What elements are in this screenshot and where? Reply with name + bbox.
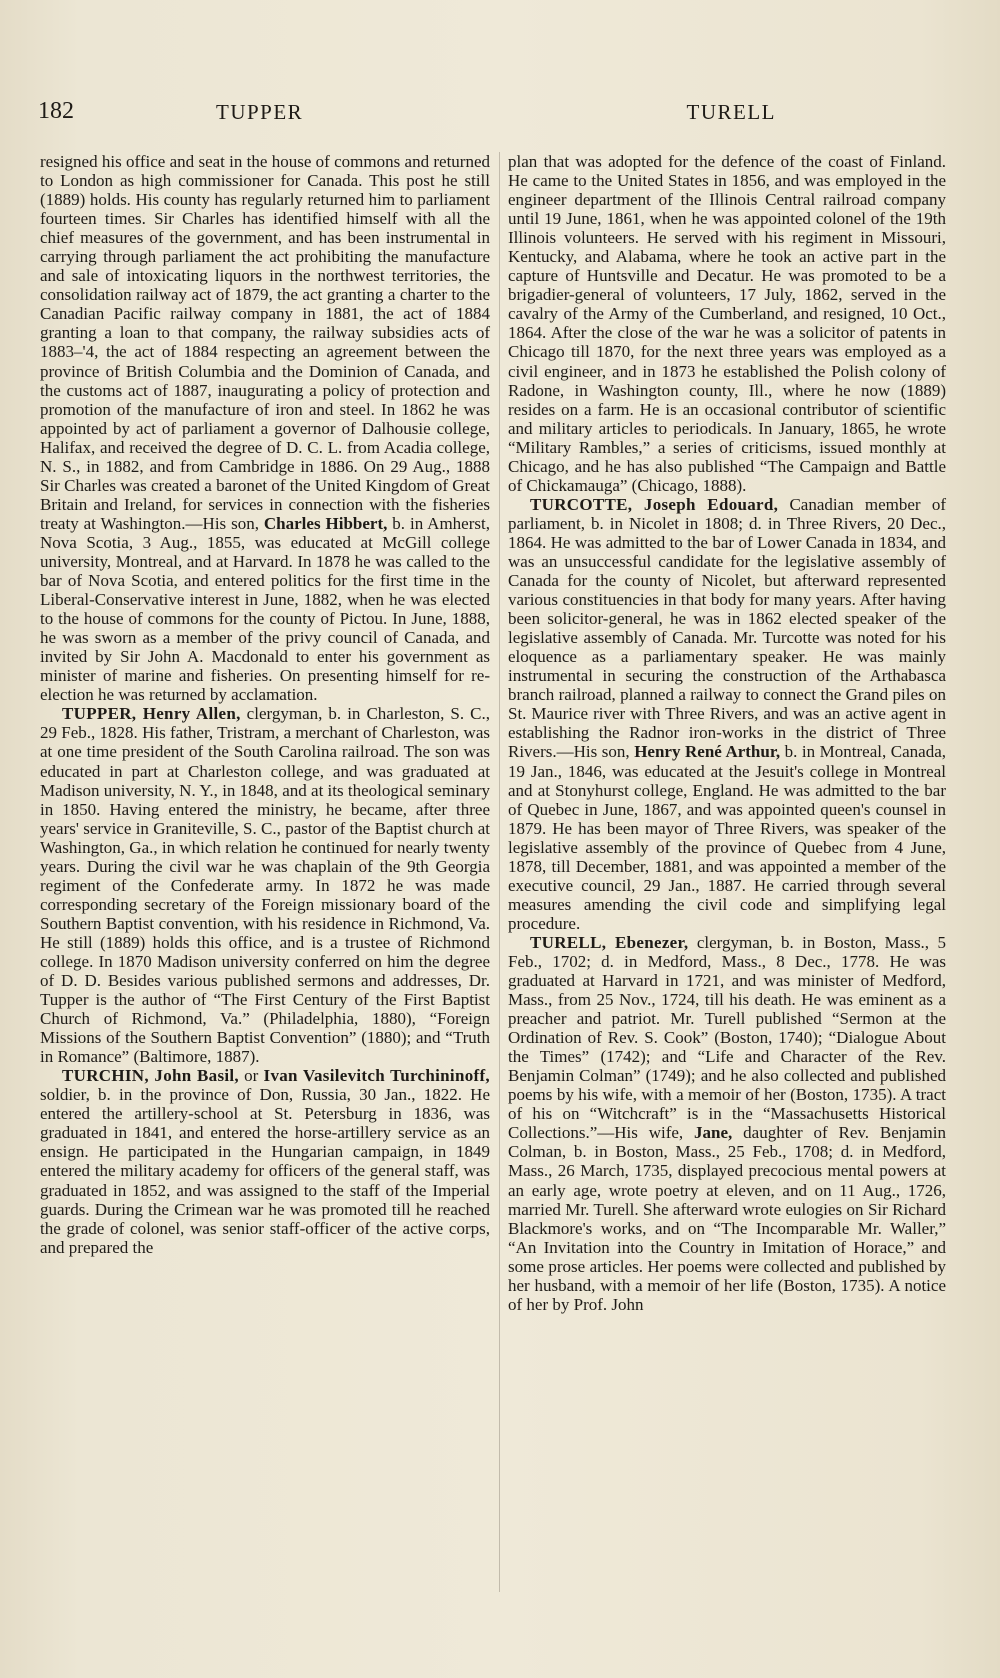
right-column bbox=[508, 152, 946, 1314]
entry-connector: or bbox=[238, 1066, 264, 1086]
entry-text: clergyman, b. in Boston, Mass., 5 Feb., 1702; d. in Medford, Mass., 8 Dec., 1778. He was graduated at Harvard in 1721, and was minister of Medford, Mass., from 25 Nov., 1724, till his death. He was eminent as a preacher and patriot. Mr. Turell published “Sermon at the Ordination of Rev. S. Cook” (Boston, 1740); “Dialogue About the Times” (1742); and “Life and Character of the Rev. Benjamin Colman” (1749); and he also collected and published poems by his wife, with a memoir of her (Boston, 1735). A tract of his on “Witchcraft” is in the “Massachusetts Historical Collections.”—His wife, bbox=[508, 932, 946, 1143]
entry-text: clergyman, b. in Charleston, S. C., 29 Feb., 1828. His father, Tristram, a merchant of Charleston, was at one time president of the South Carolina railroad. The son was educated in part at Charleston college, and was graduated at Madison university, N. Y., in 1848, and at its theological seminary in 1850. Having entered the ministry, he became, after three years' service in Graniteville, S. C., pastor of the Baptist church at Washington, Ga., in which relation he continued for nearly twenty years. During the civil war he was chaplain of the 9th Georgia regiment of the Confederate army. In 1872 he was made corresponding secretary of the Foreign missionary board of the Southern Baptist convention, with his residence in Richmond, Va. He still (1889) holds this office, and is a trustee of Richmond college. In 1870 Madison university conferred on him the degree of D. D. Besides various published sermons and addresses, Dr. Tupper is the author of “The First Century of the First Baptist Church of Richmond, Va.” (Philadelphia, 1880), “Foreign Missions of the Southern Baptist Convention” (1880); and “Truth in Romance” (Baltimore, 1887). bbox=[40, 704, 490, 1067]
entry-headword: TURCOTTE, Joseph Edouard, bbox=[530, 494, 779, 514]
running-head-right: TURELL bbox=[686, 100, 776, 124]
page-number: 182 bbox=[38, 98, 74, 124]
subentry-text: b. in Amherst, Nova Scotia, 3 Aug., 1855, was educated at McGill college university, Montreal, and at Harvard. In 1878 he was called to the bar of Nova Scotia, and entered politics for the first time in the Liberal-Conservative interest in June, 1882, when he was elected to the house of commons for the county of Pictou. In June, 1888, he was sworn as a member of the privy council of Canada, and invited by Sir John A. Macdonald to enter his government as minister of marine and fisheries. On presenting himself for re-election he was returned by acclamation. bbox=[40, 513, 490, 705]
entry-headword-alternate: Ivan Vasilevitch Turchininoff, bbox=[263, 1066, 490, 1086]
page-header bbox=[38, 98, 776, 134]
entry-headword: TURELL, Ebenezer, bbox=[530, 932, 689, 952]
entry-turell-ebenezer bbox=[508, 933, 946, 1314]
subentry-name: Henry René Arthur, bbox=[634, 742, 781, 762]
continuation-text: plan that was adopted for the defence of the coast of Finland. He came to the United States in 1856, and was employed in the engineer department of the Illinois Central railroad company until 19 June, 1861, when he was appointed colonel of the 19th Illinois volunteers. He served with his regiment in Missouri, Kentucky, and Alabama, where he took an active part in the capture of Huntsville and Decatur. He was promoted to be a brigadier-general of volunteers, 17 July, 1862, served in the cavalry of the Army of the Cumberland, and resigned, 10 Oct., 1864. After the close of the war he was a solicitor of patents in Chicago till 1870, for the next three years was employed as a civil engineer, and in 1873 he established the Polish colony of Radone, in Washington county, Ill., where he now (1889) resides on a farm. He is an occasional contributor of scientific and military articles to periodicals. In January, 1865, he wrote “Military Rambles,” a series of criticisms, issued monthly at Chicago, and he has also published “The Campaign and Battle of Chickamauga” (Chicago, 1888). bbox=[508, 152, 946, 495]
entry-turchin-john-basil bbox=[40, 1066, 490, 1256]
entry-text: Canadian member of parliament, b. in Nicolet in 1808; d. in Three Rivers, 20 Dec., 1864. He was admitted to the bar of Lower Canada in 1834, and was an unsuccessful candidate for the legislative assembly of Canada for the county of Nicolet, but afterward represented various constituencies in that body for many years. After having been solicitor-general, he was in 1862 elected speaker of the legislative assembly of Canada. Mr. Turcotte was noted for his eloquence as a parliamentary speaker. He was mainly instrumental in securing the construction of the Arthabasca branch railroad, planned a railway to connect the Grand piles on St. Maurice river with Three Rivers, and was an active agent in establishing the Radnor iron-works in the district of Three Rivers.—His son, bbox=[508, 494, 946, 762]
entry-headword: TURCHIN, John Basil, bbox=[62, 1066, 239, 1086]
tupper-charles-continuation bbox=[40, 152, 490, 704]
subentry-text: b. in Montreal, Canada, 19 Jan., 1846, was educated at the Jesuit's college in Montreal and at Stonyhurst college, England. He was admitted to the bar of Quebec in June, 1867, and was appointed queen's counsel in 1879. He has been mayor of Three Rivers, was speaker of the legislative assembly of the province of Quebec from 4 June, 1878, till December, 1881, and was appointed a member of the executive council, 29 Jan., 1887. He carried through several measures amending the civil code and simplifying legal procedure. bbox=[508, 742, 947, 933]
entry-turcotte-joseph-edouard bbox=[508, 495, 946, 933]
entry-headword: TUPPER, Henry Allen, bbox=[62, 704, 241, 724]
continuation-text: resigned his office and seat in the house of commons and returned to London as high commissioner for Canada. This post he still (1889) holds. His county has regularly returned him to parliament fourteen times. Sir Charles has identified himself with all the chief measures of the government, and has been instrumental in carrying through parliament the act prohibiting the manufacture and sale of intoxicating liquors in the northwest territories, the consolidation railway act of 1879, the act granting a charter to the Canadian Pacific railway company in 1881, the act of 1884 granting a loan to that company, the railway subsidies acts of 1883–'4, the act of 1884 respecting an agreement between the province of British Columbia and the Dominion of Canada, and the customs act of 1887, inaugurating a policy of protection and promotion of the manufacture of iron and steel. In 1862 he was appointed by act of parliament a governor of Dalhousie college, Halifax, and received the degree of D. C. L. from Acadia college, N. S., in 1882, and from Cambridge in 1886. On 29 Aug., 1888 Sir Charles was created a baronet of the United Kingdom of Great Britain and Ireland, for services in connection with the fisheries treaty at Washington.—His son, bbox=[40, 152, 490, 533]
entry-text: soldier, b. in the province of Don, Russia, 30 Jan., 1822. He entered the artillery-school at St. Petersburg in 1836, was graduated in 1841, and entered the horse-artillery service as an ensign. He participated in the Hungarian campaign, in 1849 entered the military academy for officers of the general staff, was graduated in 1852, and was assigned to the staff of the Imperial guards. During the Crimean war he was promoted till he reached the grade of colonel, was senior staff-officer of the active corps, and prepared the bbox=[40, 1085, 490, 1257]
column-divider bbox=[499, 152, 500, 1592]
subentry-name: Charles Hibbert, bbox=[263, 513, 388, 533]
subentry-name: Jane, bbox=[694, 1123, 733, 1143]
left-column bbox=[40, 152, 490, 1257]
subentry-text: daughter of Rev. Benjamin Colman, b. in Boston, Mass., 25 Feb., 1708; d. in Medford, Mass., 26 March, 1735, displayed precocious mental powers at an early age, wrote poetry at eleven, and on 11 Aug., 1726, married Mr. Turell. She afterward wrote eulogies on Sir Richard Blackmore's works, and on “The Incomparable Mr. Waller,” “An Invitation into the Country in Imitation of Horace,” and some prose articles. Her poems were collected and published by her husband, with a memoir of her life (Boston, 1735). A notice of her by Prof. John bbox=[508, 1123, 946, 1314]
turchin-continuation bbox=[508, 152, 946, 495]
running-head-left: TUPPER bbox=[216, 100, 304, 124]
entry-tupper-henry-allen bbox=[40, 704, 490, 1066]
